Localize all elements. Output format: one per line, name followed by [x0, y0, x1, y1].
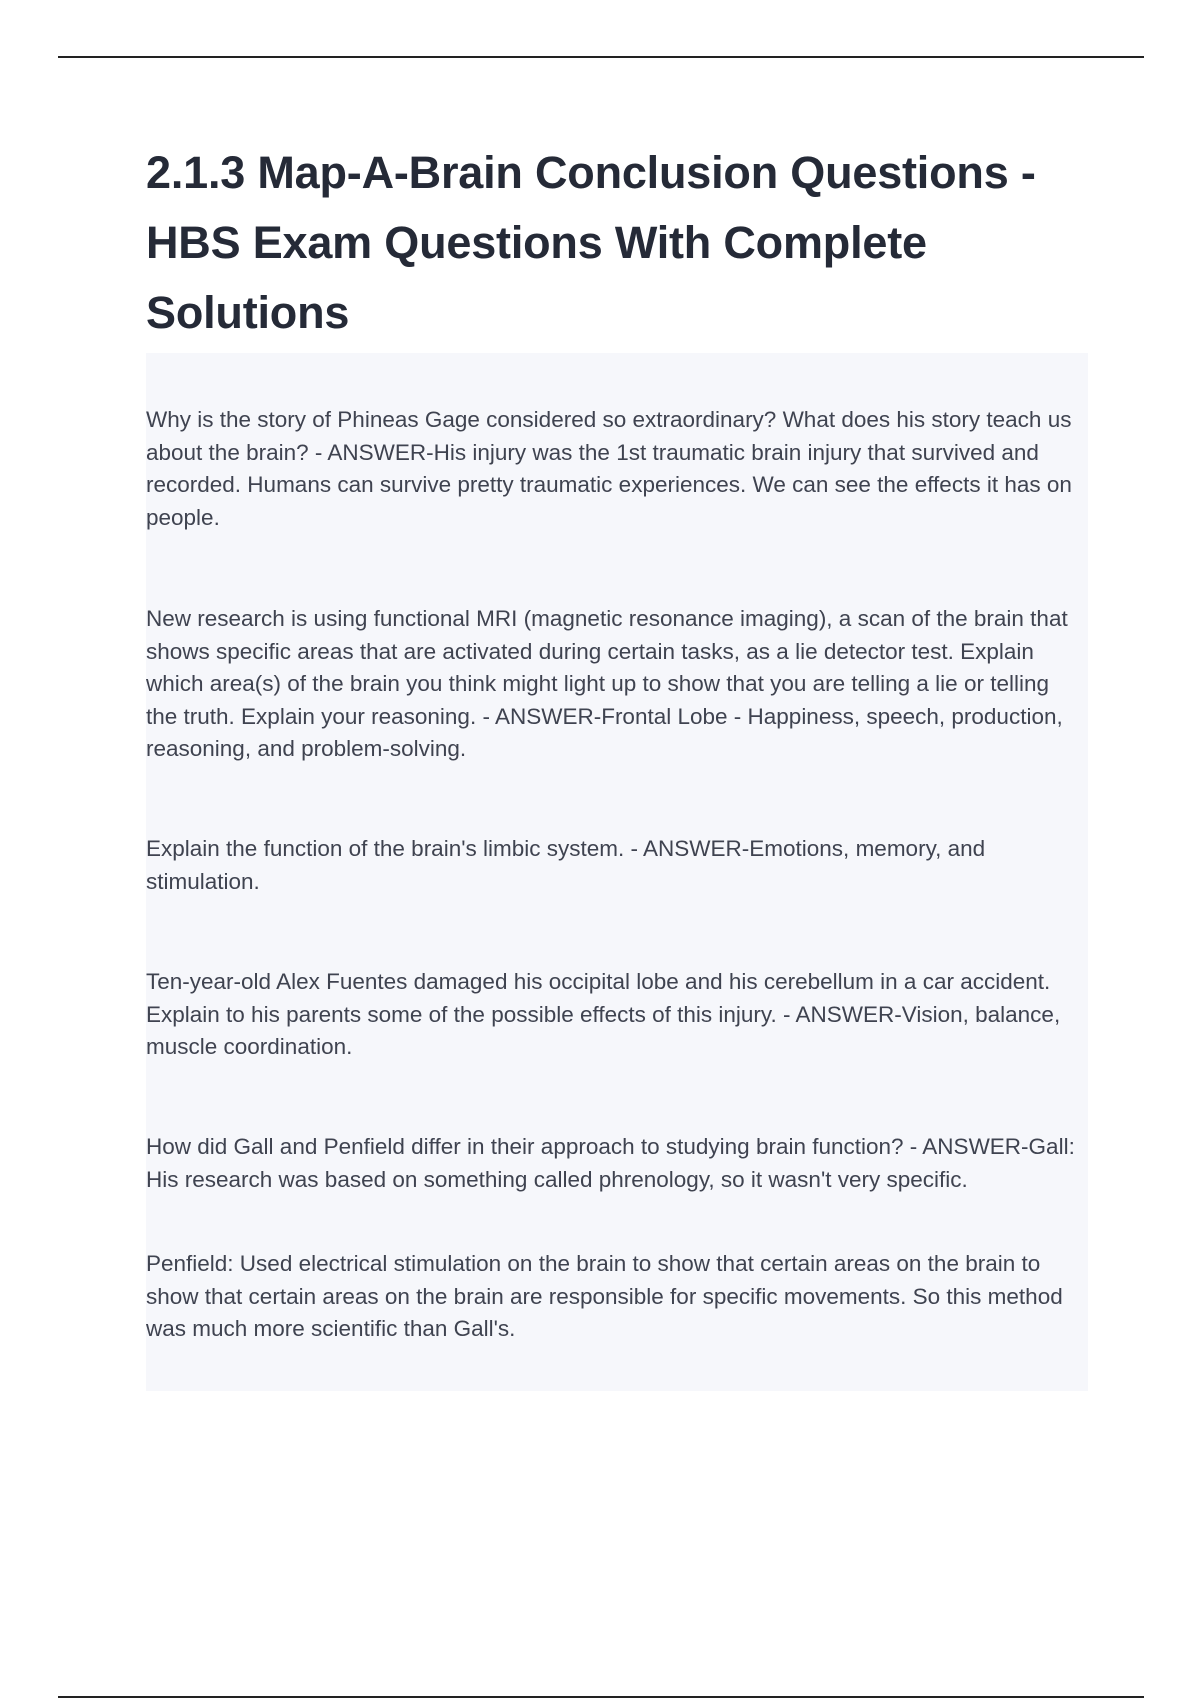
- qa-item-penfield-answer: Penfield: Used electrical stimulation on the brain to show that certain areas on the brain to show that certain areas on the brain are responsible for specific movements. So this method was much more scientific than Gall's.: [146, 1251, 1063, 1341]
- qa-item-gall-penfield: How did Gall and Penfield differ in their approach to studying brain function? - ANSWER-Gall: His research was based on something called phrenology, so it wasn't very specific.: [146, 1134, 1075, 1192]
- bottom-divider: [58, 1696, 1144, 1698]
- qa-item-phineas-gage: Why is the story of Phineas Gage considered so extraordinary? What does his story teach us about the brain? - ANSWER-His injury was the 1st traumatic brain injury that survived and recorded. Humans can survive pretty traumatic experiences. We can see the effects it has on people.: [146, 407, 1072, 530]
- document-title: 2.1.3 Map-A-Brain Conclusion Questions - HBS Exam Questions With Complete Solutions: [146, 147, 1036, 338]
- qa-item-functional-mri: New research is using functional MRI (magnetic resonance imaging), a scan of the brain that shows specific areas that are activated during certain tasks, as a lie detector test. Explain which area(s) of the brain you think might light up to show that you are telling a lie or telling the truth. Explain your reasoning. - ANSWER-Frontal Lobe - Happiness, speech, production, reasoning, and problem-solving.: [146, 606, 1068, 761]
- top-divider: [58, 56, 1144, 58]
- qa-item-limbic-system: Explain the function of the brain's limbic system. - ANSWER-Emotions, memory, and stimulation.: [146, 836, 986, 894]
- qa-item-alex-fuentes: Ten-year-old Alex Fuentes damaged his occipital lobe and his cerebellum in a car accident. Explain to his parents some of the possible effects of this injury. - ANSWER-Vision, balance, muscle coordination.: [146, 969, 1061, 1059]
